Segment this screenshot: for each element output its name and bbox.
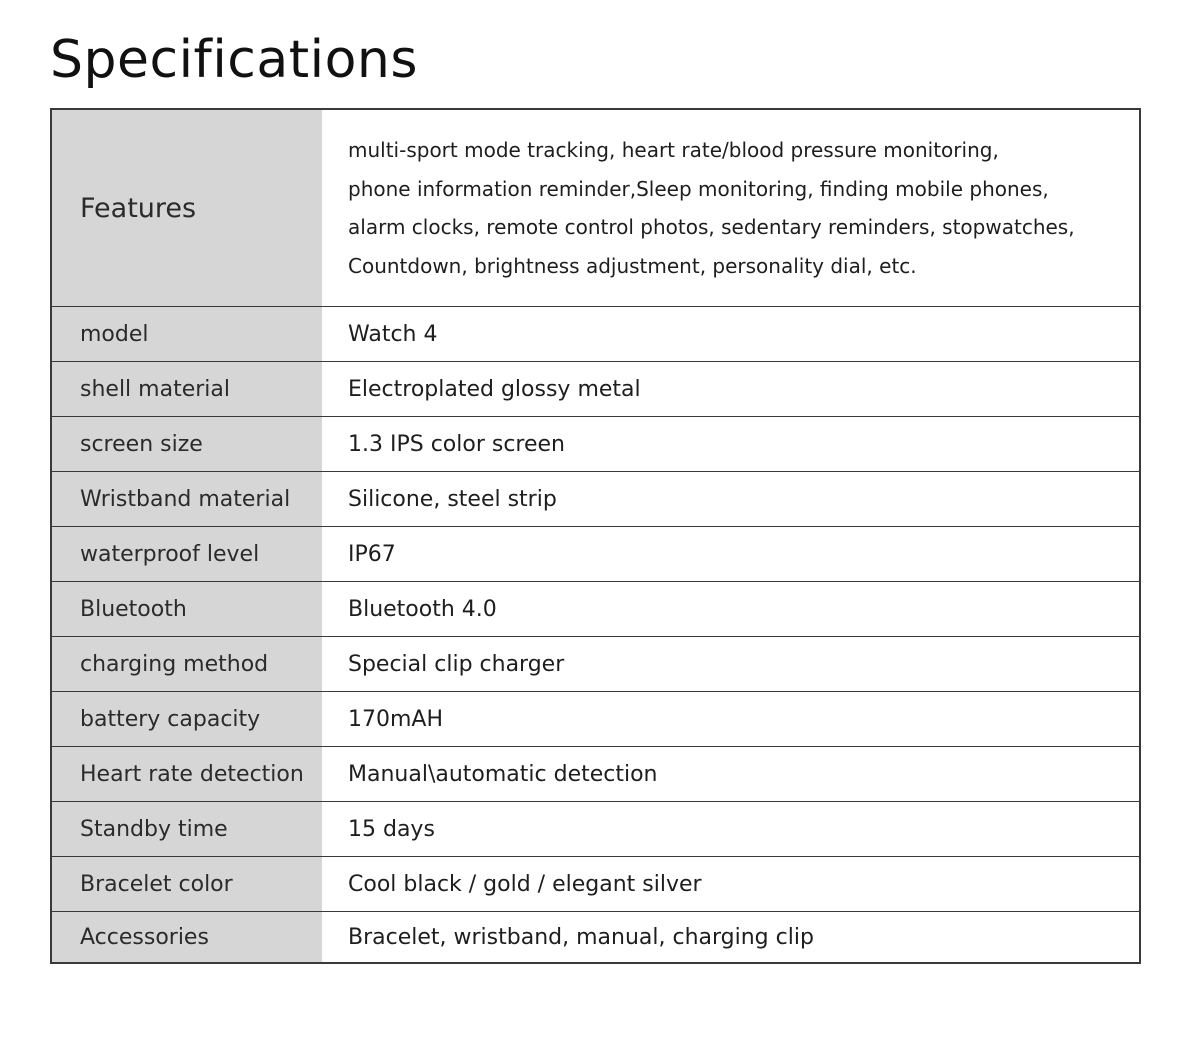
spec-value: Silicone, steel strip [322,472,1139,526]
spec-label: waterproof level [52,527,322,581]
spec-value: Manual\automatic detection [322,747,1139,801]
spec-row [52,416,1139,471]
spec-value: Watch 4 [322,307,1139,361]
spec-table [50,108,1141,964]
spec-value: 15 days [322,802,1139,856]
spec-value: 170mAH [322,692,1139,746]
spec-row [52,581,1139,636]
spec-row [52,746,1139,801]
spec-row [52,471,1139,526]
spec-value: Bracelet, wristband, manual, charging clip [322,912,1139,962]
spec-row [52,306,1139,361]
spec-label: Wristband material [52,472,322,526]
spec-row [52,636,1139,691]
spec-value: Bluetooth 4.0 [322,582,1139,636]
spec-label: model [52,307,322,361]
spec-value: 1.3 IPS color screen [322,417,1139,471]
feature-line: alarm clocks, remote control photos, sedentary reminders, stopwatches, [348,215,1075,239]
spec-label: Features [52,110,322,306]
spec-row [52,911,1139,962]
feature-list [348,131,1075,285]
spec-value: Electroplated glossy metal [322,362,1139,416]
spec-row-features [52,110,1139,306]
spec-label: Bracelet color [52,857,322,911]
spec-value: Special clip charger [322,637,1139,691]
spec-label: battery capacity [52,692,322,746]
spec-row [52,526,1139,581]
spec-label: Accessories [52,912,322,962]
page-title: Specifications [50,30,418,90]
feature-line: multi-sport mode tracking, heart rate/blood pressure monitoring, [348,138,999,162]
spec-label: screen size [52,417,322,471]
spec-label: Standby time [52,802,322,856]
spec-label: Bluetooth [52,582,322,636]
spec-row [52,801,1139,856]
spec-value: Cool black / gold / elegant silver [322,857,1139,911]
feature-line: Countdown, brightness adjustment, personality dial, etc. [348,253,917,278]
spec-value: IP67 [322,527,1139,581]
spec-row [52,856,1139,911]
spec-value [322,110,1139,306]
spec-row [52,361,1139,416]
spec-label: Heart rate detection [52,747,322,801]
spec-row [52,691,1139,746]
spec-label: shell material [52,362,322,416]
spec-label: charging method [52,637,322,691]
feature-line: phone information reminder,Sleep monitoring, finding mobile phones, [348,176,1049,201]
